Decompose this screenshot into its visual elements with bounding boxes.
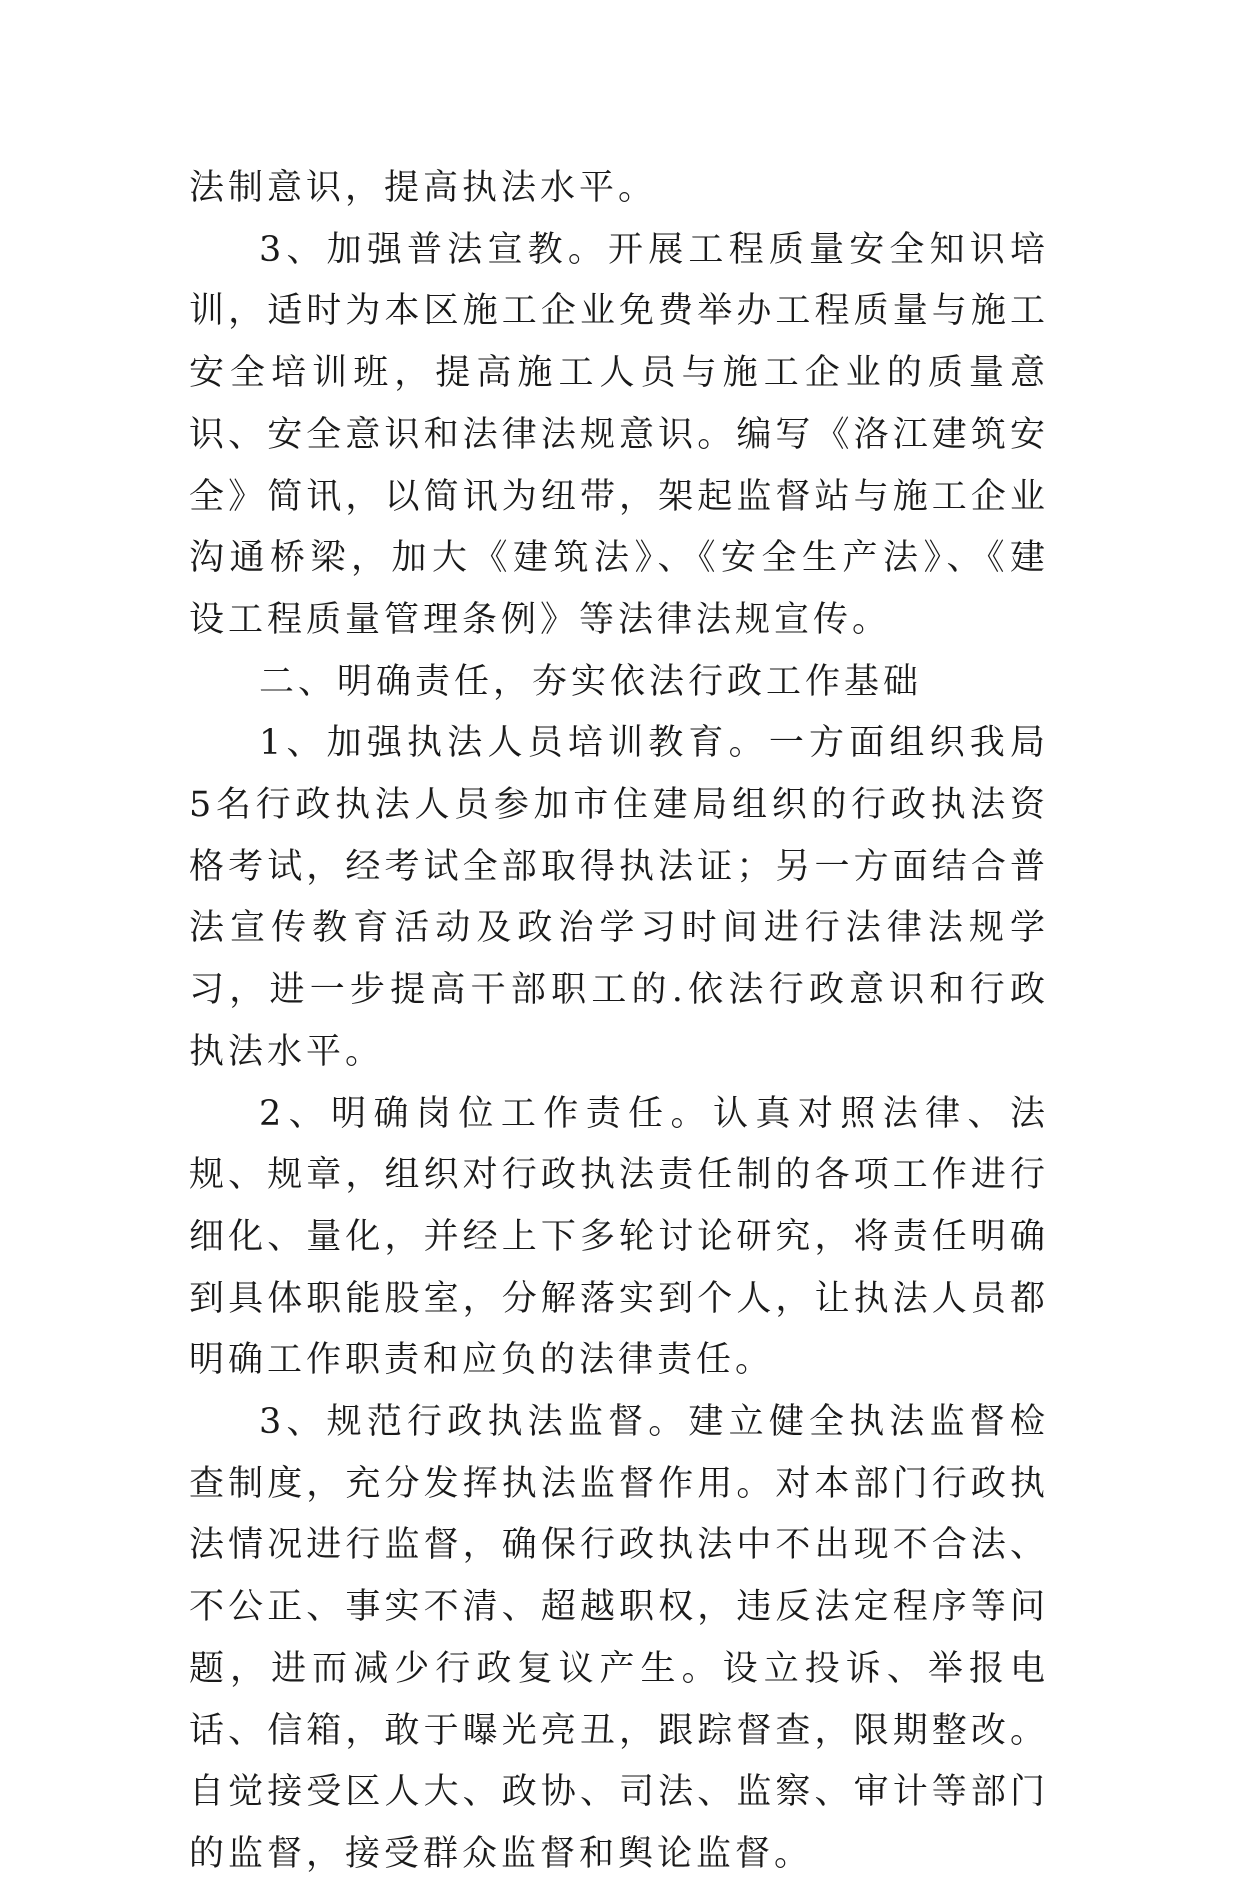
paragraph-item-3-legal-education: 3、加强普法宣教。开展工程质量安全知识培训，适时为本区施工企业免费举办工程质量与施工安全培训班，提高施工人员与施工企业的质量意识、安全意识和法律法规意识。编写《洛江建筑安全》简讯，以简讯为纽带，架起监督站与施工企业沟通桥梁，加大《建筑法》、《安全生产法》、《建设工程质量管理条例》等法律法规宣传。 xyxy=(189,229,1049,640)
document-body xyxy=(189,158,1049,1886)
paragraph-item-3-enforcement-supervision: 3、规范行政执法监督。建立健全执法监督检查制度，充分发挥执法监督作用。对本部门行政执法情况进行监督，确保行政执法中不出现不合法、不公正、事实不清、超越职权，违反法定程序等问题，进而减少行政复议产生。设立投诉、举报电话、信箱，敢于曝光亮丑，跟踪督查，限期整改。自觉接受区人大、政协、司法、监察、审计等部门的监督，接受群众监督和舆论监督。 xyxy=(189,1402,1049,1874)
paragraph-item-1-staff-training: 1、加强执法人员培训教育。一方面组织我局5名行政执法人员参加市住建局组织的行政执法资格考试，经考试全部取得执法证；另一方面结合普法宣传教育活动及政治学习时间进行法律法规学习，进一步提高干部职工的.依法行政意识和行政执法水平。 xyxy=(189,723,1049,1072)
paragraph-item-2-job-responsibility: 2、明确岗位工作责任。认真对照法律、法规、规章，组织对行政执法责任制的各项工作进行细化、量化，并经上下多轮讨论研究，将责任明确到具体职能股室，分解落实到个人，让执法人员都明确工作职责和应负的法律责任。 xyxy=(189,1093,1049,1381)
section-heading-2: 二、明确责任，夯实依法行政工作基础 xyxy=(259,661,923,702)
paragraph-continuation: 法制意识，提高执法水平。 xyxy=(189,168,658,208)
